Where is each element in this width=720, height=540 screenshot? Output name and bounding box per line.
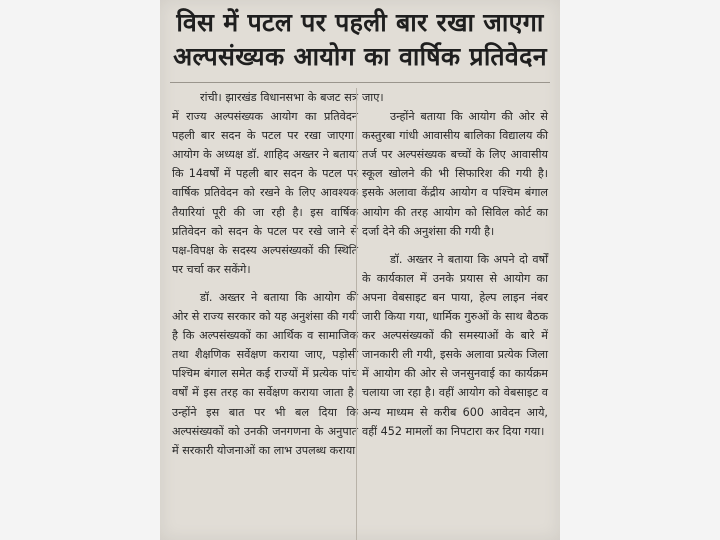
headline-line-1: विस में पटल पर पहली बार रखा जाएगा bbox=[176, 8, 544, 37]
article-paragraph: उन्होंने बताया कि आयोग की ओर से कस्तुरबा गांधी आवासीय बालिका विद्यालय की तर्ज पर अल्पसंख्यक बच्चों के लिए आवासीय स्कूल खोलने की भी सिफारिश की गयी है। इसके अलावा केंद्रीय आयोग व पश्चिम बंगाल आयोग की तरह आयोग को सिविल कोर्ट का दर्जा देने की अनुशंसा की गयी है। bbox=[362, 110, 548, 238]
article-column-right bbox=[362, 88, 548, 441]
article-paragraph: डॉ. अख्तर ने बताया कि अपने दो वर्षों के कार्यकाल में उनके प्रयास से आयोग का अपना वेबसाइट बन पाया, हेल्प लाइन नंबर जारी किया गया, धार्मिक गुरुओं के साथ बैठक कर अल्पसंख्यकों की समस्याओं के बारे में जानकारी ली गयी, इसके अलावा प्रत्येक जिला में आयोग की ओर से जनसुनवाई का कार्यक्रम चलाया जा रहा है। वहीं आयोग को वेबसाइट व अन्य माध्यम से करीब 600 आवेदन आये, वहीं 452 मामलों का निपटारा कर दिया गया। bbox=[362, 252, 548, 438]
headline-line-2: अल्पसंख्यक आयोग का वार्षिक प्रतिवेदन bbox=[173, 42, 547, 71]
headline-rule bbox=[170, 82, 550, 83]
newspaper-clipping bbox=[160, 0, 560, 540]
column-divider bbox=[356, 88, 357, 540]
article-paragraph: डॉ. अख्तर ने बताया कि आयोग की ओर से राज्य सरकार को यह अनुशंसा की गयी है कि अल्पसंख्यकों का आर्थिक व सामाजिक तथा शैक्षणिक सर्वेक्षण कराया जाए, पड़ोसी पश्चिम बंगाल समेत कई राज्यों में प्रत्येक पांच वर्षों में इस तरह का सर्वेक्षण कराया जाता है। उन्होंने इस बात पर भी बल दिया कि अल्पसंख्यकों को उनकी जनगणना के अनुपात में सरकारी योजनाओं का लाभ उपलब्ध कराया bbox=[172, 290, 358, 457]
article-column-left bbox=[172, 88, 358, 460]
article-paragraph: जाए। bbox=[362, 91, 384, 104]
article-paragraph: रांची। झारखंड विधानसभा के बजट सत्र में राज्य अल्पसंख्यक आयोग का प्रतिवेदन पहली बार सदन के पटल पर रखा जाएगा। आयोग के अध्यक्ष डॉ. शाहिद अख्तर ने बताया कि 14वर्षों में पहली बार सदन के पटल पर वार्षिक प्रतिवेदन को रखने के लिए आवश्यक तैयारियां पूरी की जा रही है। इस वार्षिक प्रतिवेदन को सदन के पटल पर रखे जाने से पक्ष-विपक्ष के सदस्य अल्पसंख्यकों की स्थिति पर चर्चा कर सकेंगे। bbox=[172, 91, 358, 276]
